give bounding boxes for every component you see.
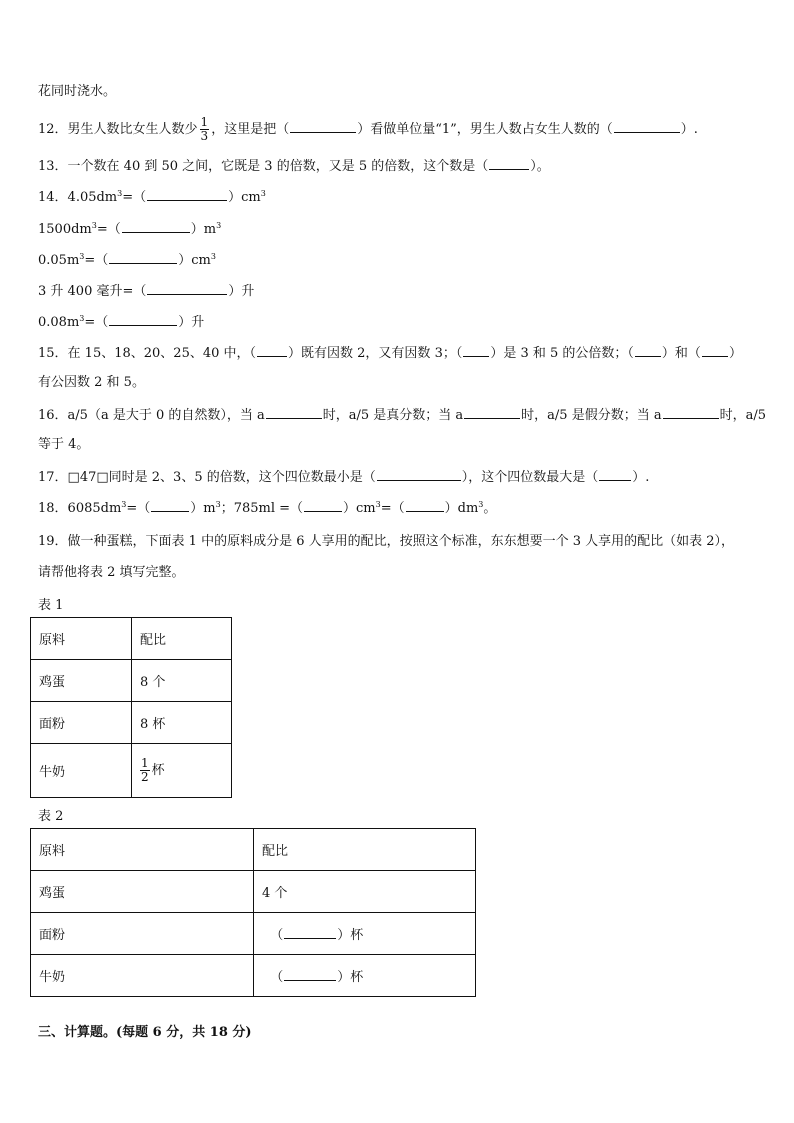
answer-blank[interactable] (702, 344, 728, 357)
table-cell: 配比 (254, 829, 476, 871)
answer-blank[interactable] (464, 406, 520, 419)
table-cell: （ ）杯 (254, 913, 476, 955)
table-cell: 牛奶 (31, 955, 254, 997)
answer-blank[interactable] (151, 499, 189, 512)
question-16: 16．a/5（a 是大于 0 的自然数），当 a 时，a/5 是真分数；当 a 时，a/5 是假分数；当 a 时，a/5 (38, 408, 766, 423)
question-13: 13．一个数在 40 到 50 之间，它既是 3 的倍数，又是 5 的倍数，这个数是（ ）。 (38, 159, 550, 174)
question-14-e: $0.08m^3=$（ ）升 (38, 314, 205, 330)
answer-blank[interactable] (147, 188, 227, 201)
question-17: 17．□47□同时是 2、3、5 的倍数，这个四位数最小是（ ），这个四位数最大是（ ）. (38, 470, 650, 485)
table-cell: 4 个 (254, 871, 476, 913)
answer-blank[interactable] (463, 344, 489, 357)
table-2 (30, 828, 476, 997)
table-row (31, 660, 232, 702)
table-1-label: 表 1 (38, 598, 64, 613)
table-1 (30, 617, 232, 798)
answer-blank[interactable] (406, 499, 444, 512)
table-cell: 8 杯 (132, 702, 232, 744)
text-line: 花同时浇水。 (38, 84, 117, 99)
question-14-d: 3 升 400 毫升=（ ）升 (38, 284, 255, 299)
table-cell: 面粉 (31, 913, 254, 955)
fraction: $\frac{1}{2}$ (141, 756, 149, 784)
answer-blank[interactable] (377, 468, 461, 481)
table-cell: $\frac{1}{2}$ 杯 (132, 744, 232, 798)
question-19-cont: 请帮他将表 2 填写完整。 (38, 565, 185, 580)
table-row (31, 702, 232, 744)
answer-blank[interactable] (147, 282, 227, 295)
answer-blank[interactable] (663, 406, 719, 419)
section-heading: 三、计算题。(每题 6 分，共 18 分) (38, 1025, 252, 1040)
table-cell: 鸡蛋 (31, 871, 254, 913)
table-row (31, 618, 232, 660)
table-row (31, 744, 232, 798)
question-12: 12．男生人数比女生人数少 $\frac{1}{3}$ ，这里是把（ ）看做单位量“1”，男生人数占女生人数的（ ）. (38, 115, 698, 143)
table-cell: 原料 (31, 829, 254, 871)
table-row (31, 913, 476, 955)
table-row (31, 829, 476, 871)
table-cell: 牛奶 (31, 744, 132, 798)
answer-blank[interactable] (284, 968, 336, 981)
table-cell: 原料 (31, 618, 132, 660)
answer-blank[interactable] (109, 313, 177, 326)
answer-blank[interactable] (304, 499, 342, 512)
answer-blank[interactable] (489, 157, 529, 170)
fraction: $\frac{1}{3}$ (200, 115, 209, 143)
answer-blank[interactable] (257, 344, 287, 357)
table-row (31, 955, 476, 997)
answer-blank[interactable] (599, 468, 631, 481)
answer-blank[interactable] (614, 120, 680, 133)
question-14-b: $1500dm^3=$（ ）$m^3$ (38, 221, 222, 237)
table-cell: 鸡蛋 (31, 660, 132, 702)
answer-blank[interactable] (635, 344, 661, 357)
question-14-c: $0.05m^3=$（ ）$cm^3$ (38, 252, 216, 268)
answer-blank[interactable] (284, 926, 336, 939)
table-2-label: 表 2 (38, 809, 64, 824)
answer-blank[interactable] (109, 251, 177, 264)
answer-blank[interactable] (122, 220, 190, 233)
question-18: 18．$6085dm^3=$（ ）$m^3$；785ml =（ ）$cm^3=$（ ）$dm^3$。 (38, 500, 497, 516)
table-cell: 配比 (132, 618, 232, 660)
question-19: 19．做一种蛋糕，下面表 1 中的原料成分是 6 人享用的配比，按照这个标准，东东想要一个 3 人享用的配比（如表 2）， (38, 534, 735, 549)
table-cell: （ ）杯 (254, 955, 476, 997)
answer-blank[interactable] (266, 406, 322, 419)
question-14: 14．$4.05dm^3=$（ ）$cm^3$ (38, 189, 266, 205)
question-15: 15．在 15、18、20、25、40 中，（ ）既有因数 2，又有因数 3；（ ）是 3 和 5 的公倍数；（ ）和（ ） (38, 346, 742, 361)
table-cell: 面粉 (31, 702, 132, 744)
table-row (31, 871, 476, 913)
table-cell: 8 个 (132, 660, 232, 702)
answer-blank[interactable] (290, 120, 356, 133)
question-16-cont: 等于 4。 (38, 437, 90, 452)
question-15-cont: 有公因数 2 和 5。 (38, 375, 145, 390)
